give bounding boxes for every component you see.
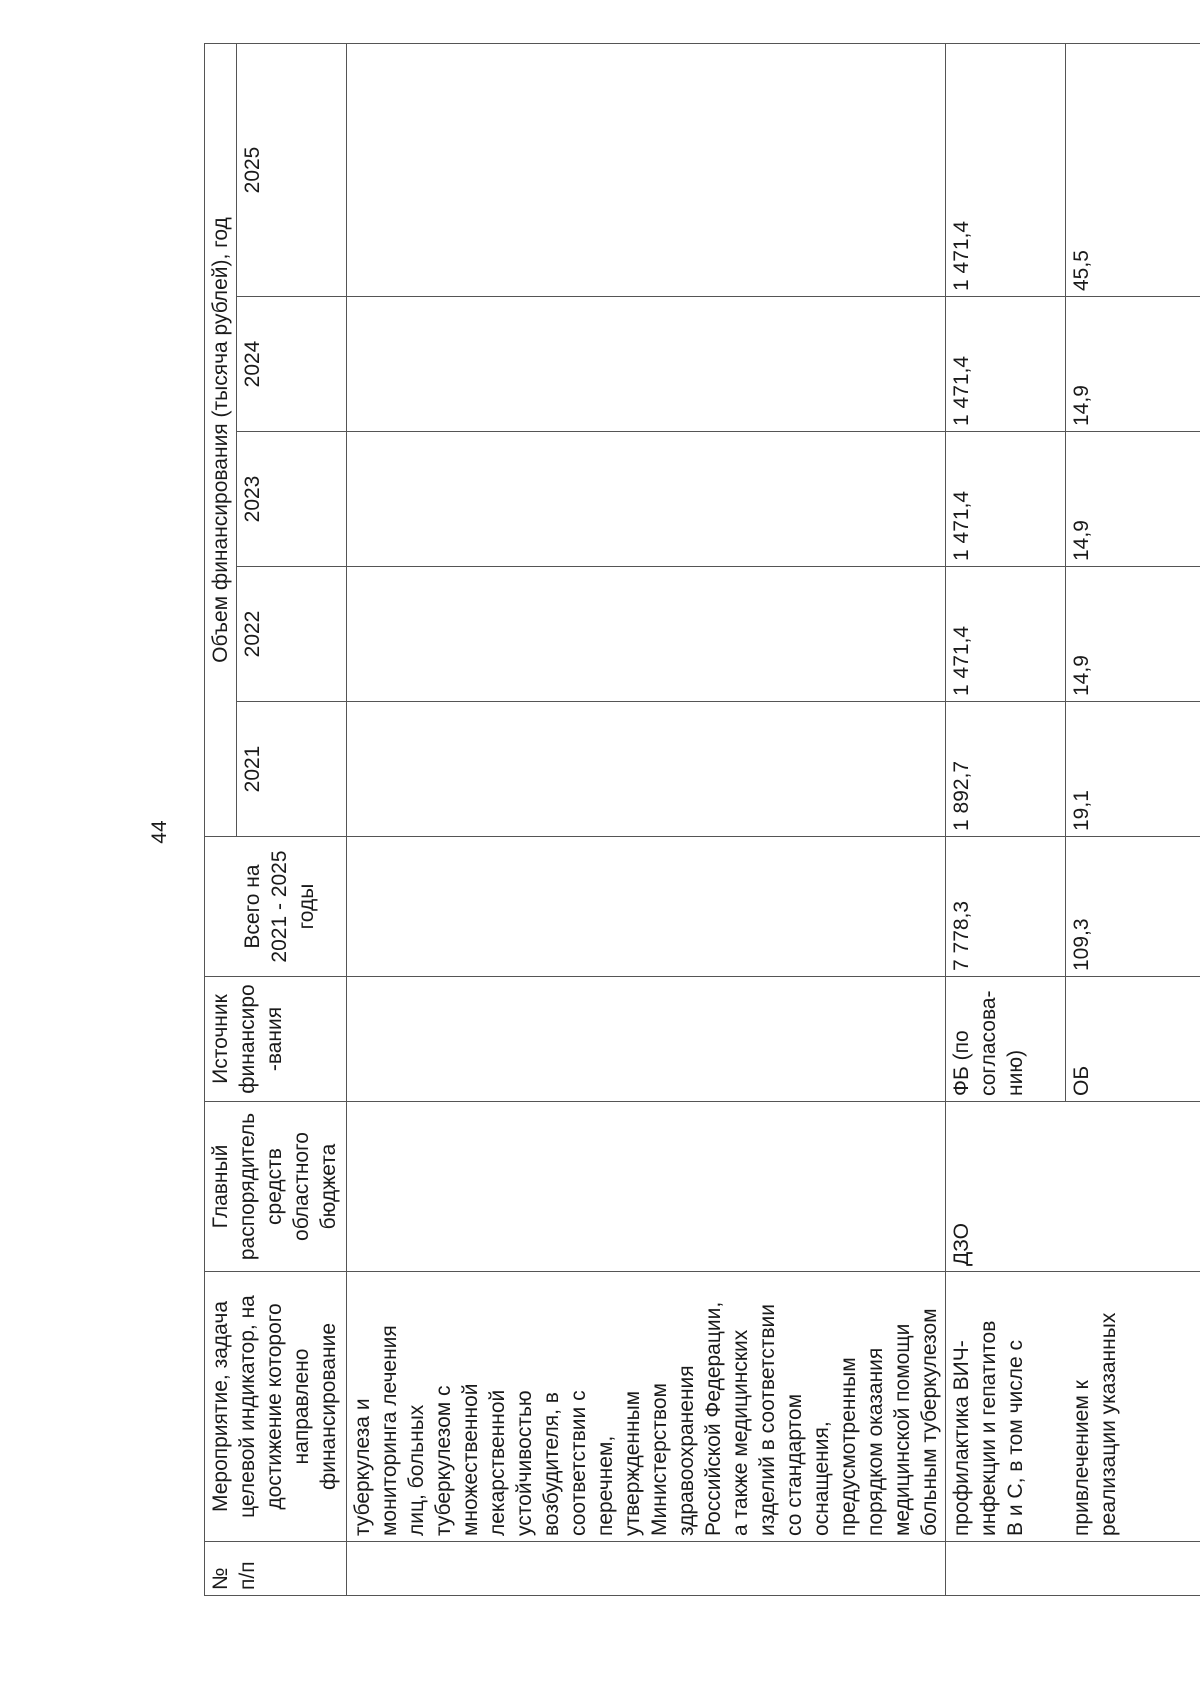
row-source: ФБ (по согласова- нию) — [946, 977, 1066, 1102]
row-value: 1 471,4 — [946, 44, 1066, 297]
header-year: 2023 — [237, 432, 347, 567]
table-row — [946, 44, 1066, 1596]
row-value: 14,9 — [1066, 297, 1200, 432]
row-manager — [347, 1102, 946, 1272]
row-measure: профилактика ВИЧ- инфекции и гепатитов В и С, в том числе с — [946, 1272, 1066, 1542]
funding-table — [204, 43, 1200, 1596]
rotated-table-container — [204, 44, 1128, 1596]
row-total — [347, 837, 946, 977]
row-measure: туберкулеза и мониторинга лечения лиц, больных туберкулезом с множественной лекарственной устойчивостью возбудителя, в соответствии с перечнем, утвержденным Министерством здравоохранения Российской Федерации, а также медицинских изделий в соответствии со стандартом оснащения, предусмотренным порядком оказания медицинской помощи больным туберкулезом — [347, 1272, 946, 1542]
row-value — [347, 432, 946, 567]
header-source: Источник финансиро-вания — [205, 977, 347, 1102]
header-year: 2021 — [237, 702, 347, 837]
row-value: 1 471,4 — [946, 567, 1066, 702]
header-year: 2025 — [237, 44, 347, 297]
table-row — [347, 44, 946, 1596]
row-source: ОБ — [1066, 977, 1200, 1102]
row-value: 1 471,4 — [946, 297, 1066, 432]
row-source — [347, 977, 946, 1102]
header-total-spacer — [205, 837, 237, 977]
header-total: Всего на 2021 - 2025 годы — [237, 837, 347, 977]
row-value: 1 892,7 — [946, 702, 1066, 837]
row-manager: ДЗО — [946, 1102, 1200, 1272]
header-measure: Мероприятие, задача целевой индикатор, на достижение которого направлено финансирование — [205, 1272, 347, 1542]
row-value: 14,9 — [1066, 567, 1200, 702]
header-year: 2024 — [237, 297, 347, 432]
header-year: 2022 — [237, 567, 347, 702]
row-value: 14,9 — [1066, 432, 1200, 567]
header-num: № п/п — [205, 1542, 347, 1596]
row-num — [946, 1542, 1200, 1596]
row-value: 45,5 — [1066, 44, 1200, 297]
header-manager: Главный распорядитель средств областного бюджета — [205, 1102, 347, 1272]
row-total: 109,3 — [1066, 837, 1200, 977]
row-num — [347, 1542, 946, 1596]
row-value: 1 471,4 — [946, 432, 1066, 567]
row-value — [347, 44, 946, 297]
row-measure: привлечением к реализации указанных — [1066, 1272, 1200, 1542]
row-value — [347, 297, 946, 432]
row-total: 7 778,3 — [946, 837, 1066, 977]
page-number: 44 — [148, 820, 171, 844]
header-row-top — [205, 44, 237, 1596]
row-value — [347, 702, 946, 837]
header-volume-group: Объем финансирования (тысяча рублей), год — [205, 44, 237, 837]
row-value: 19,1 — [1066, 702, 1200, 837]
row-value — [347, 567, 946, 702]
table-row — [1066, 44, 1200, 1596]
